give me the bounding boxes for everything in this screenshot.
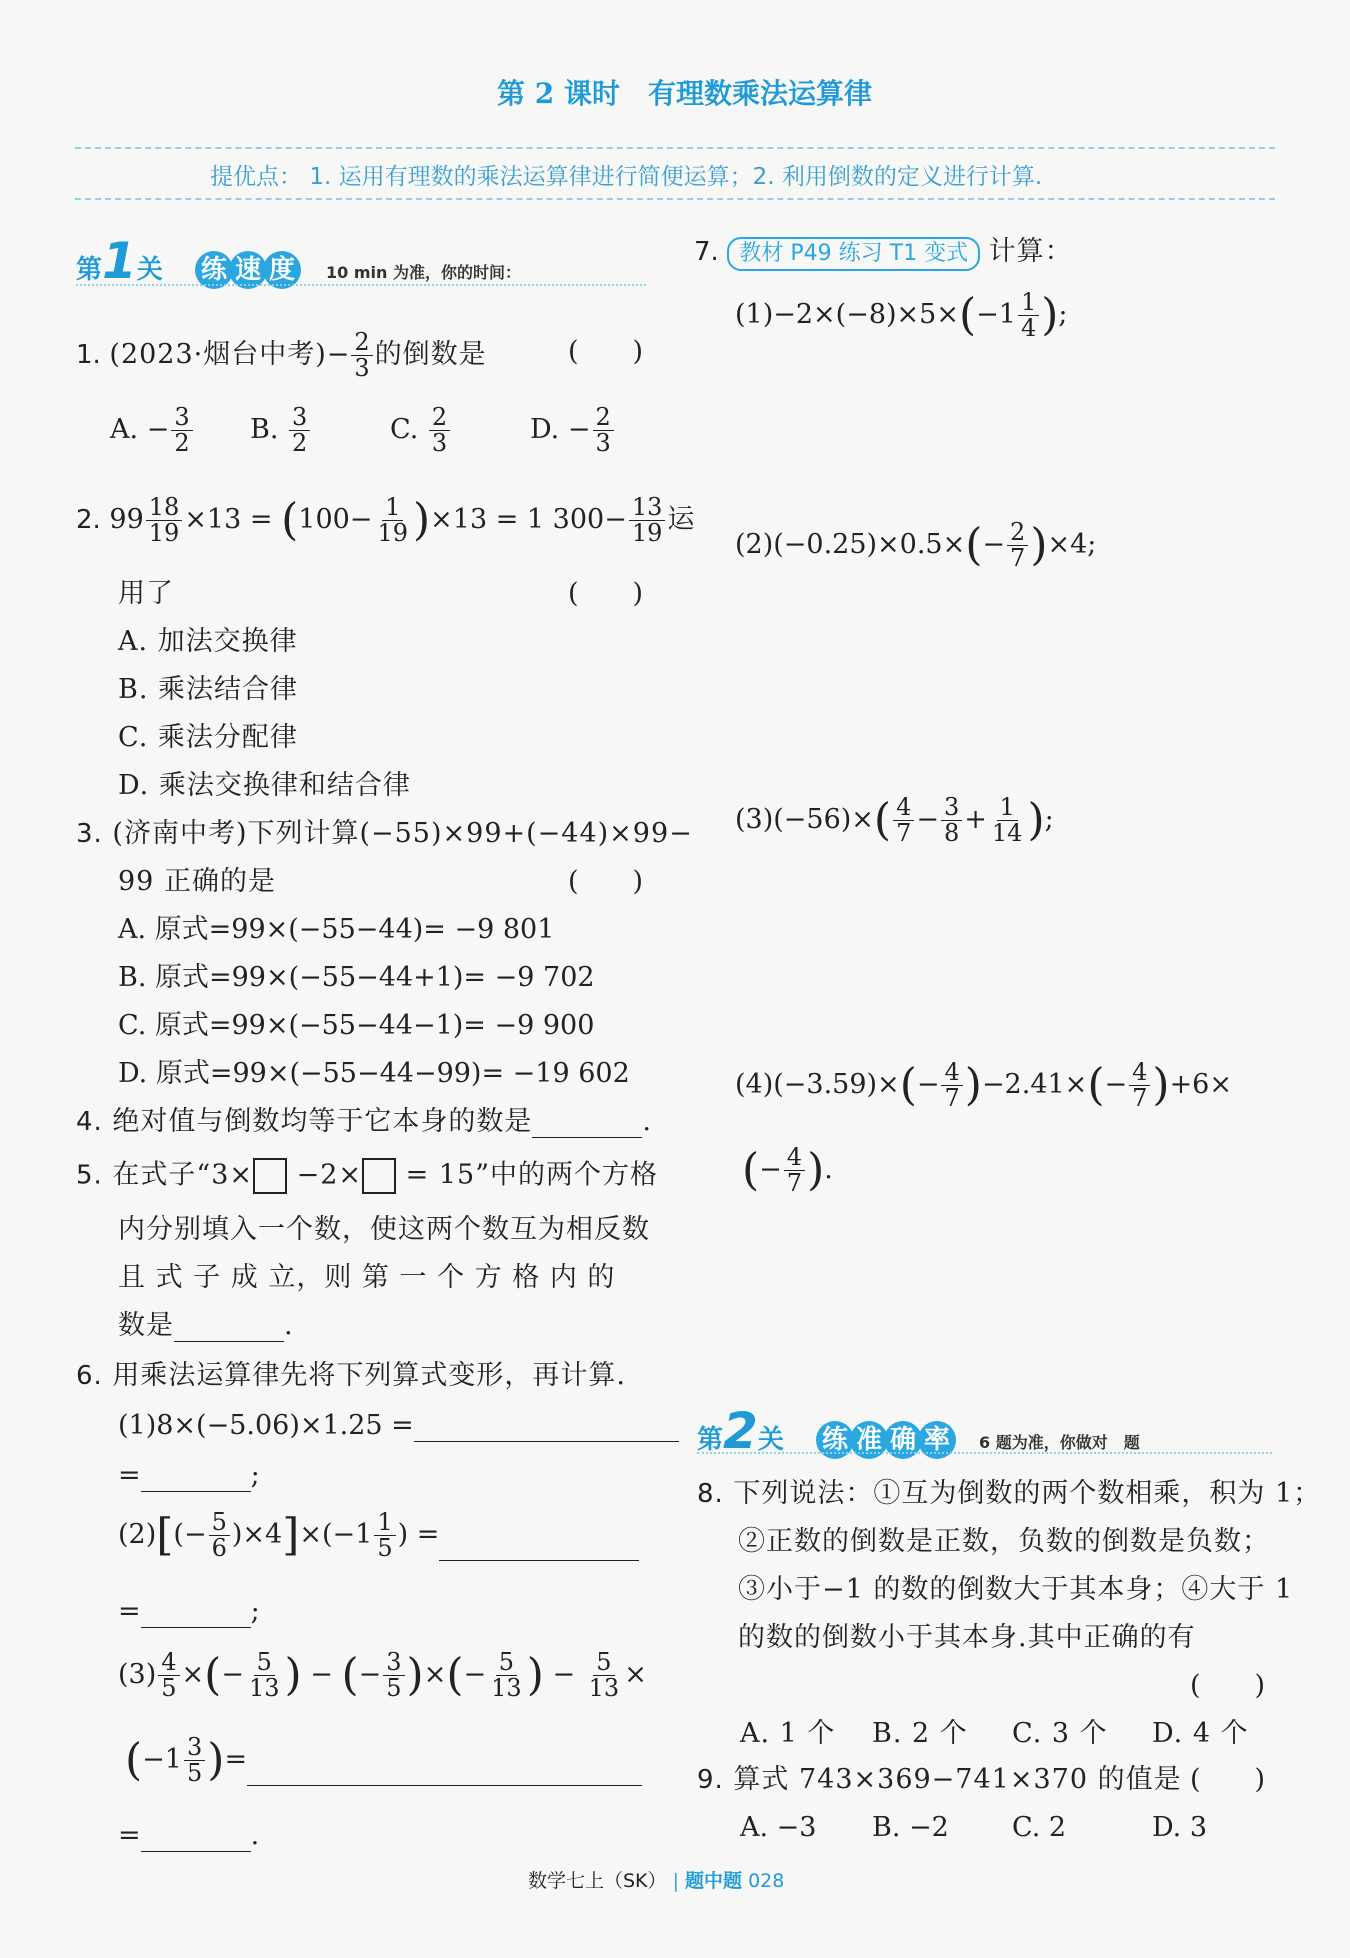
q6-part-1	[118, 1410, 679, 1442]
q2-part: ×13 =	[184, 504, 273, 536]
frac-n: 1	[374, 1510, 395, 1536]
section2-char: 率	[918, 1421, 956, 1459]
q2-part: 100−	[298, 504, 373, 536]
option-label: C.	[390, 414, 419, 446]
frac-d: 5	[386, 1674, 402, 1703]
q2-option-c: C. 乘法分配律	[118, 722, 298, 753]
q2-part: 运	[667, 504, 695, 536]
q6-part-3-result	[118, 1820, 259, 1852]
option-sign: −	[146, 414, 170, 446]
section2-number: 2	[723, 1402, 758, 1460]
q7-expr: (3)(−56)×	[735, 804, 874, 836]
semicolon: ;	[250, 1596, 260, 1627]
q8-option-c: C. 3 个	[1012, 1718, 1108, 1749]
option-frac-n: 2	[429, 405, 450, 431]
q5-end: .	[284, 1310, 294, 1341]
frac-n: 4	[893, 795, 914, 821]
q3-number: 3.	[76, 819, 103, 849]
q7-expr: +6×	[1169, 1069, 1232, 1101]
bracket: ]	[282, 1509, 300, 1561]
q7-part-4-cont: (− $\frac{4}{7}$ ).	[742, 1143, 833, 1198]
q3-line2: 99 正确的是	[118, 866, 276, 897]
frac-d: 7	[1010, 544, 1026, 573]
frac-n: 5	[209, 1510, 230, 1536]
q2-frac-n: 18	[146, 495, 183, 521]
frac-n: 4	[158, 1650, 179, 1676]
q7-part-4: (4)(−3.59)×(− $\frac{4}{7}$ )−2.41×(− $\frac{4}{7}$ )+6×	[735, 1058, 1232, 1113]
q7-expr: (1)−2×(−8)×5×	[735, 299, 959, 331]
q7-part-2: (2)(−0.25)×0.5×(− $\frac{2}{7}$ )×4;	[735, 518, 1097, 573]
q7-expr: −	[982, 529, 1006, 561]
q2-line2: 用了	[118, 578, 174, 609]
q2-option-d: D. 乘法交换律和结合律	[118, 770, 411, 801]
q8-line3: ③小于−1 的数的倒数大于其本身；④大于 1	[738, 1574, 1294, 1605]
option-frac-n: 2	[593, 405, 614, 431]
q8-number: 8.	[697, 1479, 724, 1509]
q1-text: 的倒数是	[374, 339, 487, 371]
q6-part2-label: (2)	[118, 1519, 157, 1551]
frac-n: 5	[254, 1650, 275, 1676]
question-7	[694, 236, 1073, 271]
option-frac-d: 3	[595, 429, 611, 458]
frac-n: 4	[784, 1145, 805, 1171]
bracket: [	[156, 1509, 174, 1561]
question-1	[76, 330, 487, 381]
q1-minus: −	[326, 339, 350, 371]
q1-frac-d: 3	[354, 354, 370, 383]
section1-char: 速	[229, 251, 267, 289]
frac-n: 2	[1007, 520, 1028, 546]
divider-top	[75, 147, 1275, 149]
q5-line3: 且 式 子 成 立，则 第 一 个 方 格 内 的	[118, 1262, 616, 1293]
q2-frac-d: 19	[631, 519, 663, 548]
frac-n: 3	[383, 1650, 404, 1676]
q9-option-c: C. 2	[1012, 1812, 1067, 1843]
frac-n: 4	[941, 1060, 962, 1086]
q9-number: 9.	[697, 1765, 724, 1795]
semicolon: ;	[250, 1460, 260, 1491]
frac-n: 1	[1018, 290, 1039, 316]
option-label: D.	[530, 414, 560, 446]
footer-page-number: 028	[748, 1870, 785, 1892]
q6-part-3-cont: (−1 $\frac{3}{5}$ )=	[125, 1735, 642, 1786]
q2-frac-d: 19	[148, 519, 180, 548]
footer-book: 数学七上（SK）	[528, 1870, 667, 1892]
q9-option-b: B. −2	[872, 1812, 949, 1843]
tip-label: 提优点：	[210, 164, 302, 190]
q6-part3-blank[interactable]	[247, 1785, 642, 1786]
question-2: 2. 99 $\frac{18}{19}$ ×13 = (100− $\frac{1}{19}$ )×13 = 1 300− $\frac{13}{19}$ 运	[76, 493, 695, 548]
q6-part-1-result	[118, 1460, 260, 1492]
q2-answer-paren: ( )	[568, 578, 644, 609]
question-3	[76, 818, 693, 850]
q1-option-c	[390, 405, 452, 456]
q4-end: .	[642, 1106, 652, 1137]
q4-answer-blank[interactable]	[532, 1137, 642, 1138]
q7-expr: −1	[976, 299, 1016, 331]
q3-option-a: A. 原式=99×(−55−44)= −9 801	[118, 914, 555, 945]
section1-underline	[76, 284, 646, 286]
q8-line1: 下列说法：①互为倒数的两个数相乘，积为 1；	[733, 1478, 1322, 1509]
q2-number: 2.	[76, 505, 101, 536]
q8-option-d: D. 4 个	[1152, 1718, 1249, 1749]
option-sign: −	[567, 414, 591, 446]
q9-option-d: D. 3	[1152, 1812, 1208, 1843]
q6-part2-result-blank[interactable]	[141, 1627, 251, 1628]
q6-part2-blank[interactable]	[439, 1560, 639, 1561]
q4-text: 绝对值与倒数均等于它本身的数是	[112, 1106, 533, 1137]
q5-box-2[interactable]	[362, 1158, 396, 1194]
q9-answer-paren: ( )	[1190, 1764, 1266, 1795]
tip-text: 1. 运用有理数的乘法运算律进行简便运算；2. 利用倒数的定义进行计算.	[309, 164, 1043, 190]
q7-part-3: (3)(−56)×( $\frac{4}{7}$ − $\frac{3}{8}$ + $\frac{1}{14}$ );	[735, 793, 1054, 848]
q3-answer-paren: ( )	[568, 866, 644, 897]
q1-fraction	[351, 330, 372, 381]
q7-expr: ;	[1044, 804, 1054, 836]
q2-option-a: A. 加法交换律	[118, 626, 298, 657]
q8-answer-paren: ( )	[1190, 1670, 1266, 1701]
q7-expr: (2)(−0.25)×0.5×	[735, 529, 966, 561]
footer-series: 题中题	[685, 1870, 743, 1892]
q5-line2: 内分别填入一个数，使这两个数互为相反数	[118, 1214, 650, 1245]
tip-line	[210, 158, 1042, 191]
section2-underline	[697, 1452, 1272, 1454]
question-9	[697, 1764, 1182, 1796]
q6-part-2-result	[118, 1596, 260, 1628]
q2-frac-n: 13	[629, 495, 666, 521]
q1-source: (2023·烟台中考)	[109, 339, 327, 371]
frac-d: 5	[377, 1534, 393, 1563]
q6-part2-expr: ) =	[397, 1519, 440, 1551]
q7-expr: ;	[1058, 299, 1068, 331]
q8-option-b: B. 2 个	[872, 1718, 968, 1749]
option-frac-d: 2	[174, 429, 190, 458]
option-frac-d: 2	[292, 429, 308, 458]
q6-part2-expr: )×4	[231, 1519, 283, 1551]
q7-expr: −2.41×	[981, 1069, 1088, 1101]
q2-part: ×13 = 1 300−	[430, 504, 627, 536]
frac-d: 7	[896, 819, 912, 848]
q7-expr: (4)(−3.59)×	[735, 1069, 900, 1101]
q6-part2-expr: (−1	[322, 1519, 373, 1551]
q5-number: 5.	[76, 1160, 103, 1191]
q3-option-b: B. 原式=99×(−55−44+1)= −9 702	[118, 962, 595, 993]
frac-n: 4	[1129, 1060, 1150, 1086]
q5-text: = 15”中的两个方格	[405, 1159, 659, 1191]
divider-bottom	[75, 198, 1275, 200]
q8-option-a: A. 1 个	[740, 1718, 836, 1749]
equals: =	[118, 1596, 141, 1627]
q7-part-1: (1)−2×(−8)×5×(−1 $\frac{1}{4}$ );	[735, 288, 1068, 343]
q6-part3-label: (3)	[118, 1659, 157, 1691]
q1-answer-paren: ( )	[568, 336, 644, 367]
times: ×	[423, 1659, 447, 1691]
section2-char: 确	[884, 1421, 922, 1459]
section1-char: 练	[195, 251, 233, 289]
equals: =	[118, 1820, 141, 1851]
equals: =	[224, 1744, 248, 1776]
option-frac-d: 3	[431, 429, 448, 458]
q1-number: 1.	[76, 340, 101, 371]
q5-answer-blank[interactable]	[174, 1341, 284, 1342]
times: ×	[624, 1659, 647, 1691]
q3-option-d: D. 原式=99×(−55−44−99)= −19 602	[118, 1058, 630, 1089]
q5-line4	[118, 1310, 294, 1342]
frac-d: 13	[248, 1674, 280, 1703]
option-frac-n: 3	[289, 405, 310, 431]
q1-option-a	[110, 405, 195, 456]
q9-text: 算式 743×369−741×370 的值是	[733, 1764, 1182, 1795]
q6-number: 6.	[76, 1361, 103, 1391]
frac-d: 13	[491, 1674, 522, 1703]
question-5	[76, 1158, 658, 1194]
times: ×	[181, 1659, 205, 1691]
q3-line1: (济南中考)下列计算(−55)×99+(−44)×99−	[112, 818, 693, 849]
frac-d: 13	[588, 1674, 620, 1703]
q6-part1-blank[interactable]	[414, 1441, 679, 1442]
q2-frac-d: 19	[377, 519, 408, 548]
q6-text: 用乘法运算律先将下列算式变形，再计算.	[112, 1360, 626, 1391]
q1-frac-n: 2	[351, 330, 372, 356]
section1-header	[76, 232, 521, 290]
section1-note: 10 min 为准，你的时间：	[326, 263, 521, 282]
q2-part: 99	[109, 504, 144, 536]
frac-d: 7	[786, 1169, 803, 1198]
q6-part-2	[118, 1510, 639, 1561]
section2-suffix: 关	[757, 1425, 784, 1455]
q4-number: 4.	[76, 1107, 103, 1137]
frac-n: 5	[593, 1650, 614, 1676]
period: .	[250, 1820, 260, 1851]
section1-suffix: 关	[136, 255, 163, 285]
question-6	[76, 1360, 626, 1392]
section2-char: 练	[816, 1421, 854, 1459]
equals: =	[118, 1460, 141, 1491]
q8-line2: ②正数的倒数是正数，负数的倒数是负数；	[738, 1526, 1270, 1557]
q6-part1-expr: (1)8×(−5.06)×1.25 =	[118, 1410, 414, 1441]
q2-frac-n: 1	[382, 495, 403, 521]
q9-option-a: A. −3	[740, 1812, 817, 1843]
frac-d: 7	[944, 1084, 960, 1113]
frac-n: 3	[941, 795, 962, 821]
section1-prefix: 第	[76, 255, 103, 285]
q8-line4: 的数的倒数小于其本身.其中正确的有	[738, 1622, 1196, 1653]
q5-text: −2×	[296, 1159, 363, 1191]
q1-option-b	[250, 405, 312, 456]
frac-n: 1	[997, 795, 1018, 821]
question-8	[697, 1478, 1321, 1510]
frac-d: 8	[944, 819, 960, 848]
page-title: 第 2 课时 有理数乘法运算律	[497, 77, 872, 110]
period: .	[824, 1154, 833, 1186]
option-label: A.	[110, 414, 139, 446]
frac-d: 6	[211, 1534, 227, 1563]
frac-n: 3	[184, 1735, 205, 1761]
q7-number: 7.	[694, 237, 719, 267]
q7-textbook-badge: 教材 P49 练习 T1 变式	[727, 237, 980, 271]
section2-note: 6 题为准，你做对 题	[979, 1433, 1140, 1452]
q5-box-1[interactable]	[253, 1158, 287, 1194]
section2-char: 准	[850, 1421, 888, 1459]
section1-char: 度	[263, 251, 301, 289]
times: ×	[299, 1519, 323, 1551]
frac-d: 7	[1132, 1084, 1148, 1113]
q7-expr: ×4;	[1047, 529, 1097, 561]
q1-option-d	[530, 405, 616, 456]
q6-part-3: (3) $\frac{4}{5}$ ×(− $\frac{5}{13}$ ) − (− $\frac{3}{5}$ )×(− $\frac{5}{13}$ ) − $\frac{5}{13}$ ×	[118, 1648, 647, 1703]
frac-d: 14	[991, 819, 1023, 848]
q6-part2-expr: (−	[173, 1519, 207, 1551]
question-4	[76, 1106, 652, 1138]
q3-option-c: C. 原式=99×(−55−44−1)= −9 900	[118, 1010, 595, 1041]
frac-d: 5	[186, 1759, 203, 1788]
section1-number: 1	[102, 232, 137, 290]
q7-text: 计算：	[988, 236, 1073, 267]
q5-text: 在式子“3×	[112, 1159, 254, 1191]
q5-line4-text: 数是	[118, 1310, 174, 1341]
option-frac-n: 3	[171, 405, 192, 431]
q2-option-b: B. 乘法结合律	[118, 674, 299, 705]
frac-d: 4	[1020, 314, 1037, 343]
q6-part3-result-blank[interactable]	[141, 1851, 251, 1852]
frac-d: 5	[161, 1674, 177, 1703]
section2-prefix: 第	[697, 1425, 724, 1455]
q6-part1-result-blank[interactable]	[141, 1491, 251, 1492]
frac-n: 5	[496, 1650, 517, 1676]
page-footer: 数学七上（SK） | 题中题 028	[528, 1870, 785, 1892]
option-label: B.	[250, 414, 279, 446]
